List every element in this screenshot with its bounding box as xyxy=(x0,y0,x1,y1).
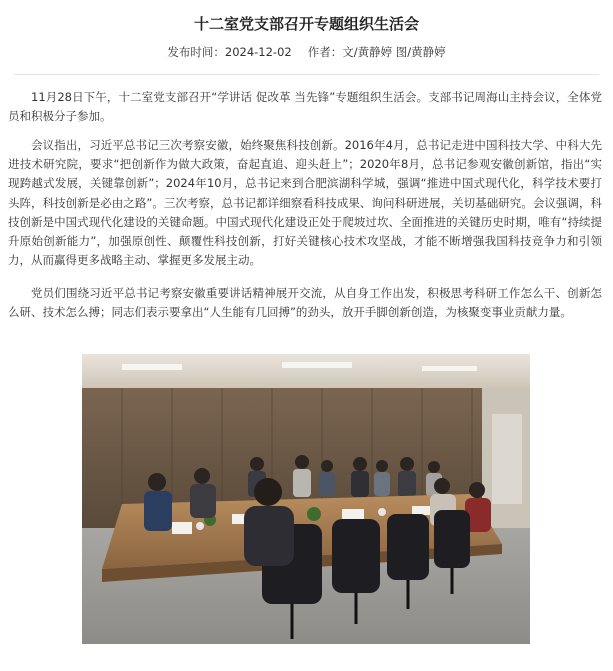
article-meta xyxy=(0,43,613,61)
author-name: 文/黄静婷 图/黄静婷 xyxy=(342,45,446,59)
paragraph-2: 会议指出，习近平总书记三次考察安徽，始终聚焦科技创新。2016年4月，总书记走进中国科技大学、中科大先进技术研究院，要求“把创新作为做大政策，奋起直追、迎头赶上”；2020年8月，总书记参观安徽创新馆，指出“实现跨越式发展，关键靠创新”；2024年10月，总书记来到合肥滨湖科学城，强调“推进中国式现代化，科学技术要打头阵，科技创新是必由之路”。三次考察，总书记都详细察看科技成果、询问科研进展，关切基础研究。会议强调，科技创新是中国式现代化建设的关键命题。中国式现代化建设正处于爬坡过坎、全面推进的关键历史时期，唯有“持续提升原始创新能力”，加强原创性、颠覆性科技创新，打好关键核心技术攻坚战，才能不断增强我国科技竞争力和引领力，从而赢得更多战略主动、掌握更多发展主动。 xyxy=(8,138,602,268)
author-label: 作者： xyxy=(307,45,343,59)
header-divider xyxy=(14,74,599,75)
paragraph-3: 党员们围绕习近平总书记考察安徽重要讲话精神展开交流，从自身工作出发，积极思考科研工作怎么干、创新怎么研、技术怎么搏；同志们表示要拿出“人生能有几回搏”的劲头，放开手脚创新创造，为核聚变事业贡献力量。 xyxy=(8,286,602,320)
publish-date: 2024-12-02 xyxy=(224,45,292,59)
publish-label: 发布时间： xyxy=(167,45,225,59)
paragraph-1: 11月28日下午，十二室党支部召开“学讲话 促改革 当先锋”专题组织生活会。支部书记周海山主持会议，全体党员和积极分子参加。 xyxy=(8,90,602,124)
meeting-photo-drawing xyxy=(82,354,530,644)
article-title: 十二室党支部召开专题组织生活会 xyxy=(193,15,419,33)
meeting-photo xyxy=(82,354,530,644)
